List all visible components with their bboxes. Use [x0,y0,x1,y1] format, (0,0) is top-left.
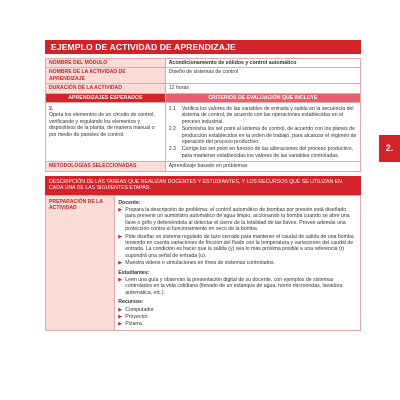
tasks-description-bar: DESCRIPCIÓN DE LAS TAREAS QUE REALIZAN DOCENTES Y ESTUDIANTES, Y LOS RECURSOS QUE SE UTILIZAN EN CADA UNA DE LAS SIGUIENTES ETAPAS: [45,176,361,195]
duration-label: DURACIÓN DE LA ACTIVIDAD [46,84,166,93]
docente-heading: Docente: [118,199,141,206]
page-title: EJEMPLO DE ACTIVIDAD DE APRENDIZAJE [45,40,361,54]
activity-name-value: Diseño de sistemas de control [165,68,360,84]
methodology-value: Aprendizaje basado en problemas [165,162,360,171]
table-row [46,93,361,102]
activity-name-label: NOMBRE DE LA ACTIVIDAD DE APRENDIZAJE [46,68,166,84]
table-row [46,103,361,162]
list-item: ▶ Pide diseñar un sistema regulado de lazo cerrado para mantener el caudal de salida de una bomba teniendo en cuenta variaciones de fricción del fluido con la temperatura y variaciones del caudal de entrada. La condición es hacer que la salida (y) sea lo más próxima posible a una referencia (r) supondrá una señal de entrada (u). [118,233,354,259]
module-info-table [45,58,361,172]
criterion-item: 2.3 Corrige los set point en función de las alteraciones del proceso productivo, para mantener establecidas los valores de las variables controladas. [168,146,353,159]
section-tab: 2. [379,135,400,162]
preparation-table [45,195,361,331]
activity-page [45,40,361,400]
list-item: ▶ Leen una guía y observan la presentación digital de su docente, con ejemplos de sistemas controlados en la vida cotidiana (llenado de un estanque de agua, horno microondas, lavadora automática, etc.). [118,276,343,296]
duration-value: 12 horas [165,84,360,93]
estudiantes-heading: Estudiantes: [118,269,150,276]
list-item: ▶ Muestra videos o simulaciones en línea de sistemas controlados. [118,260,275,267]
criterion-item: 2.1 Verifica los valores de las variables de entrada y salida en la secuencia del sistema de control, de acuerdo con las operaciones establecidas en el proceso industrial. [168,106,354,125]
criteria-cell [165,103,360,162]
recursos-heading: Recursos: [118,299,144,306]
expected-learning-cell [46,103,166,162]
table-row [46,59,361,68]
learning-number: 2. [49,106,54,113]
methodology-label: METODOLOGÍAS SELECCIONADAS [46,162,166,171]
table-row [46,68,361,84]
module-name-label: NOMBRE DEL MÓDULO [46,59,166,68]
list-item: ▶ Prepara la descripción de problema: el control automático de bombas por presión está diseñado para prevenir un suministro automático de agua limpio, accionando la bomba cuando se abre una llave o grifo y deteniéndola al detectar el cierre de la totalidad de las llaves. Provee además una protección contra el funcionamiento en seco de la bomba. [118,206,350,233]
preparation-content [115,195,361,330]
list-item: ▶ Computador. [118,306,155,313]
table-row [46,84,361,93]
criteria-header: CRITERIOS DE EVALUACIÓN QUE INCLUYE [165,93,360,102]
table-row [46,162,361,171]
learning-text: Opera los elementos de un circuito de control, verificando y regulando los elementos y dispositivos de la planta, de manera manual o por medio de paneles de control. [49,112,155,138]
preparation-label: PREPARACIÓN DE LA ACTIVIDAD [46,195,115,330]
expected-learning-header: APRENDIZAJES ESPERADOS [46,93,166,102]
table-row [46,195,361,330]
module-name-value: Acondicionamiento de sólidos y control automático [165,59,360,68]
list-item: ▶ Proyector. [118,314,149,320]
list-item: ▶ Pizarra. [118,321,144,328]
criterion-item: 2.2 Suministra los set point al sistema de control, de acuerdo con los planes de producción establecidos en la orden de trabajo, para alcanzar el régimen de operación del proceso productivo. [168,126,357,146]
